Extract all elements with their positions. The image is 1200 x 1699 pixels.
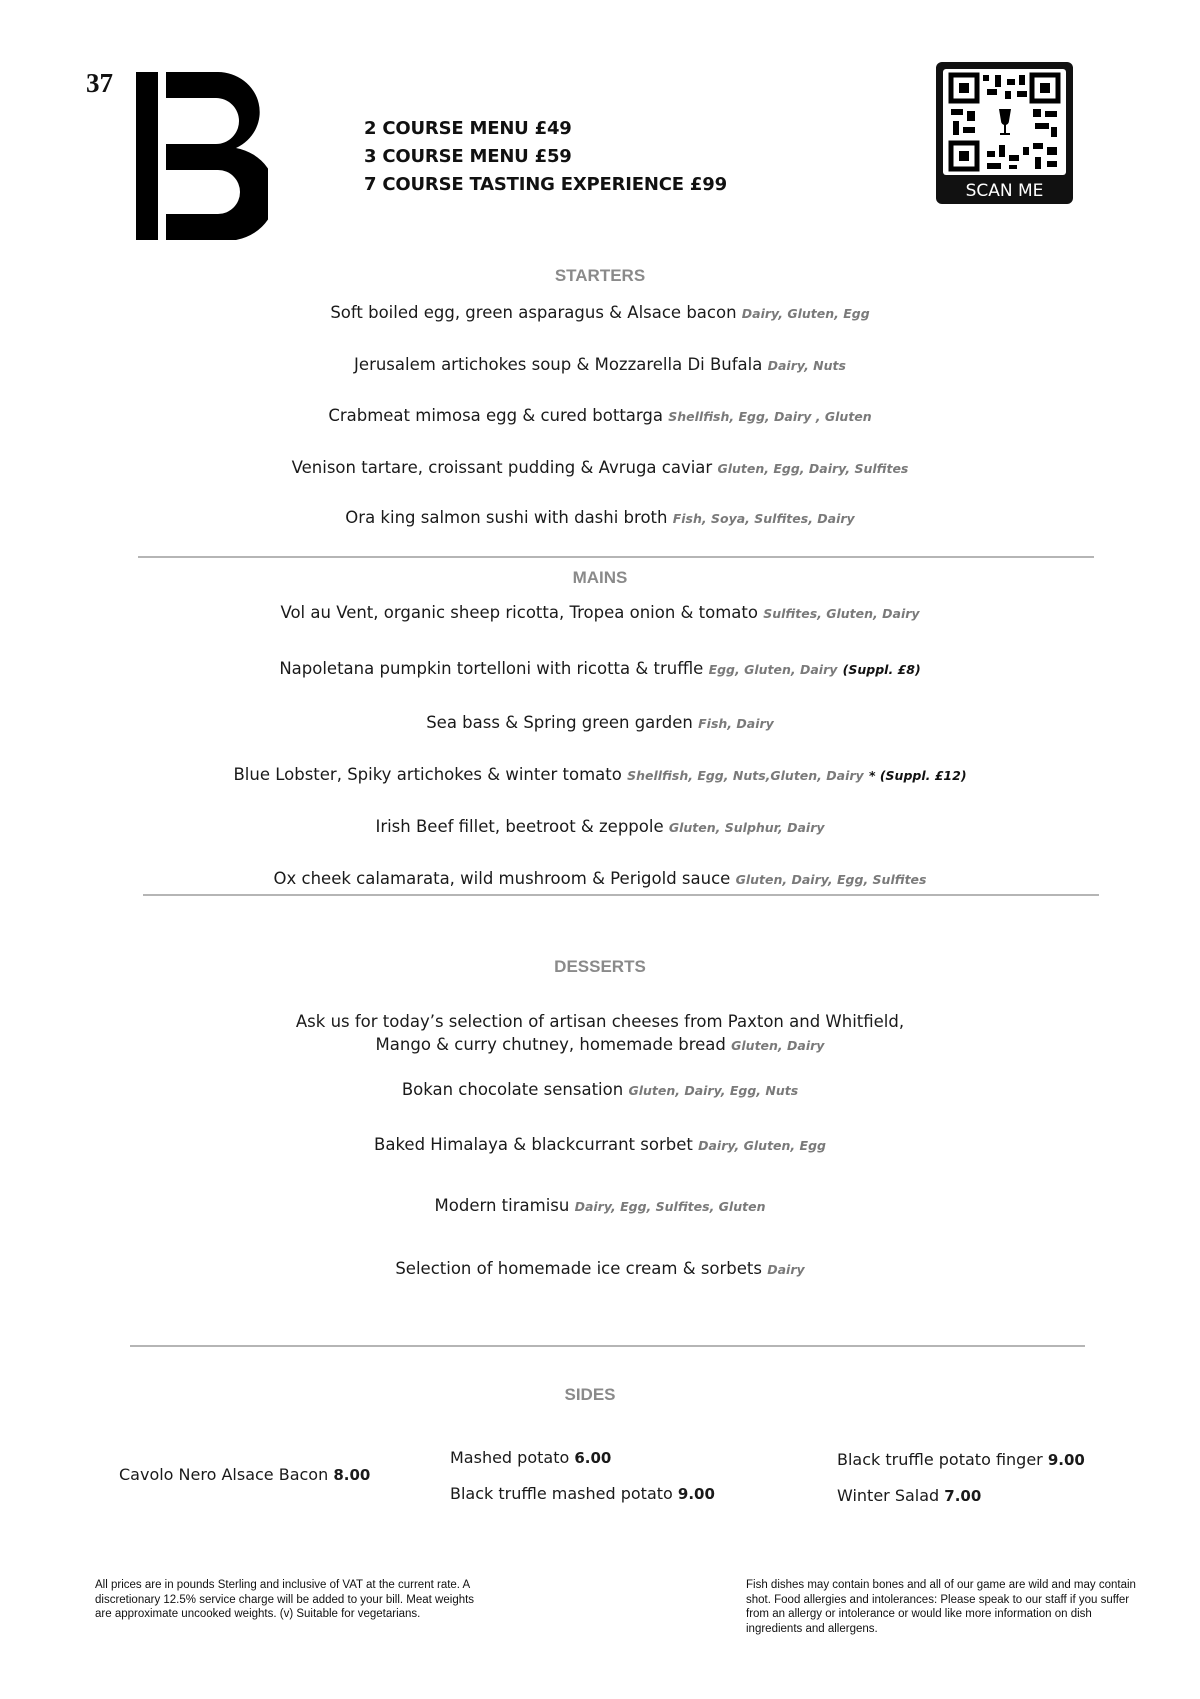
footer-allergy-note: Fish dishes may contain bones and all of our game are wild and may contain shot. Food allergies and intolerances: Please speak to our staff if you suffer from an allergy or intolerance or would like more information on dish ingredients and allergens.	[746, 1579, 1136, 1635]
side-item	[450, 1484, 715, 1503]
qr-code[interactable]	[936, 62, 1073, 204]
section-title-mains: MAINS	[572, 568, 628, 587]
dish-name: Crabmeat mimosa egg & cured bottarga	[328, 406, 664, 425]
allergen-list: Fish, Dairy	[698, 716, 774, 731]
dish-name: Jerusalem artichokes soup & Mozzarella Di Bufala	[354, 355, 763, 374]
allergen-list: Shellfish, Egg, Nuts,Gluten, Dairy	[627, 768, 864, 783]
side-name: Winter Salad	[837, 1486, 940, 1505]
menu-price-2-course: 2 COURSE MENU £49	[364, 118, 572, 139]
side-item	[119, 1465, 370, 1484]
starter-item	[0, 458, 1200, 477]
side-name: Mashed potato	[450, 1448, 570, 1467]
allergen-list: Gluten, Dairy	[731, 1038, 825, 1053]
dish-name: Baked Himalaya & blackcurrant sorbet	[374, 1135, 693, 1154]
starter-item	[0, 406, 1200, 425]
side-item	[450, 1448, 611, 1467]
dish-name: Ox cheek calamarata, wild mushroom & Perigold sauce	[273, 869, 731, 888]
allergen-list: Gluten, Dairy, Egg, Sulfites	[735, 872, 927, 887]
dish-name: Soft boiled egg, green asparagus & Alsace bacon	[330, 303, 737, 322]
dish-name: Blue Lobster, Spiky artichokes & winter tomato	[233, 765, 622, 784]
logo-b-icon	[136, 72, 268, 240]
allergen-list: Gluten, Sulphur, Dairy	[668, 820, 825, 835]
side-item	[837, 1486, 981, 1505]
restaurant-logo	[136, 72, 268, 240]
dessert-item	[0, 1196, 1200, 1215]
dish-name: Ask us for today’s selection of artisan cheeses from Paxton and Whitfield,	[295, 1012, 905, 1031]
scan-me-label: SCAN ME	[965, 181, 1044, 201]
allergen-list: Dairy	[767, 1262, 805, 1277]
allergen-list: Shellfish, Egg, Dairy , Gluten	[668, 409, 872, 424]
allergen-list: Gluten, Dairy, Egg, Nuts	[628, 1083, 799, 1098]
page-number: 37	[86, 68, 113, 98]
allergen-list: Dairy, Nuts	[767, 358, 846, 373]
side-price: 6.00	[574, 1449, 612, 1467]
side-price: 9.00	[677, 1485, 715, 1503]
main-item	[0, 765, 1200, 784]
side-name: Black truffle mashed potato	[450, 1484, 673, 1503]
dessert-item	[0, 1080, 1200, 1099]
section-title-sides: SIDES	[564, 1385, 616, 1404]
allergen-list: Dairy, Egg, Sulfites, Gluten	[574, 1199, 766, 1214]
section-title-starters: STARTERS	[554, 266, 646, 285]
section-divider	[130, 1345, 1085, 1347]
allergen-list: Gluten, Egg, Dairy, Sulfites	[717, 461, 909, 476]
starter-item	[0, 355, 1200, 374]
allergen-list: Fish, Soya, Sulfites, Dairy	[672, 511, 855, 526]
wine-glass-icon	[996, 107, 1014, 137]
starter-item	[0, 303, 1200, 322]
side-price: 9.00	[1047, 1451, 1085, 1469]
dish-name: Modern tiramisu	[434, 1196, 570, 1215]
menu-price-list	[364, 115, 727, 199]
starter-item	[0, 508, 1200, 527]
dish-name: Venison tartare, croissant pudding & Avruga caviar	[291, 458, 713, 477]
allergen-list: Dairy, Gluten, Egg	[741, 306, 870, 321]
main-item	[0, 713, 1200, 732]
side-item	[837, 1450, 1085, 1469]
main-item	[0, 817, 1200, 836]
allergen-list: Egg, Gluten, Dairy	[708, 662, 838, 677]
dessert-item	[0, 1259, 1200, 1278]
allergen-list: Sulfites, Gluten, Dairy	[763, 606, 920, 621]
dish-name: Vol au Vent, organic sheep ricotta, Tropea onion & tomato	[280, 603, 758, 622]
section-title-desserts: DESSERTS	[554, 957, 646, 976]
main-item	[0, 603, 1200, 622]
dish-name: Sea bass & Spring green garden	[426, 713, 693, 732]
qr-code-pattern	[943, 69, 1066, 175]
dessert-item	[0, 1135, 1200, 1154]
dish-name: Irish Beef fillet, beetroot & zeppole	[375, 817, 669, 836]
side-name: Black truffle potato finger	[837, 1450, 1043, 1469]
section-divider	[143, 894, 1099, 896]
dish-name: Ora king salmon sushi with dashi broth	[345, 508, 668, 527]
menu-price-7-course: 7 COURSE TASTING EXPERIENCE £99	[364, 174, 727, 195]
allergen-list: Dairy, Gluten, Egg	[698, 1138, 826, 1153]
main-item	[0, 659, 1200, 678]
footer-pricing-note: All prices are in pounds Sterling and inclusive of VAT at the current rate. A discretionary 12.5% service charge will be added to your bill. Meat weights are approximate uncooked weights. (v) Suitable for vegetarians.	[95, 1579, 475, 1620]
dessert-item	[0, 1010, 1200, 1057]
side-name: Cavolo Nero Alsace Bacon	[119, 1465, 329, 1484]
main-item	[0, 869, 1200, 888]
dish-name: Napoletana pumpkin tortelloni with ricotta & truffle	[279, 659, 704, 678]
supplement-price: (Suppl. £8)	[842, 662, 921, 677]
menu-price-3-course: 3 COURSE MENU £59	[364, 146, 572, 167]
dish-name-continued: Mango & curry chutney, homemade bread	[375, 1035, 726, 1054]
supplement-price: * (Suppl. £12)	[868, 768, 967, 783]
side-price: 7.00	[944, 1487, 982, 1505]
dish-name: Selection of homemade ice cream & sorbets	[395, 1259, 762, 1278]
side-price: 8.00	[333, 1466, 371, 1484]
section-divider	[138, 556, 1094, 558]
dish-name: Bokan chocolate sensation	[401, 1080, 624, 1099]
